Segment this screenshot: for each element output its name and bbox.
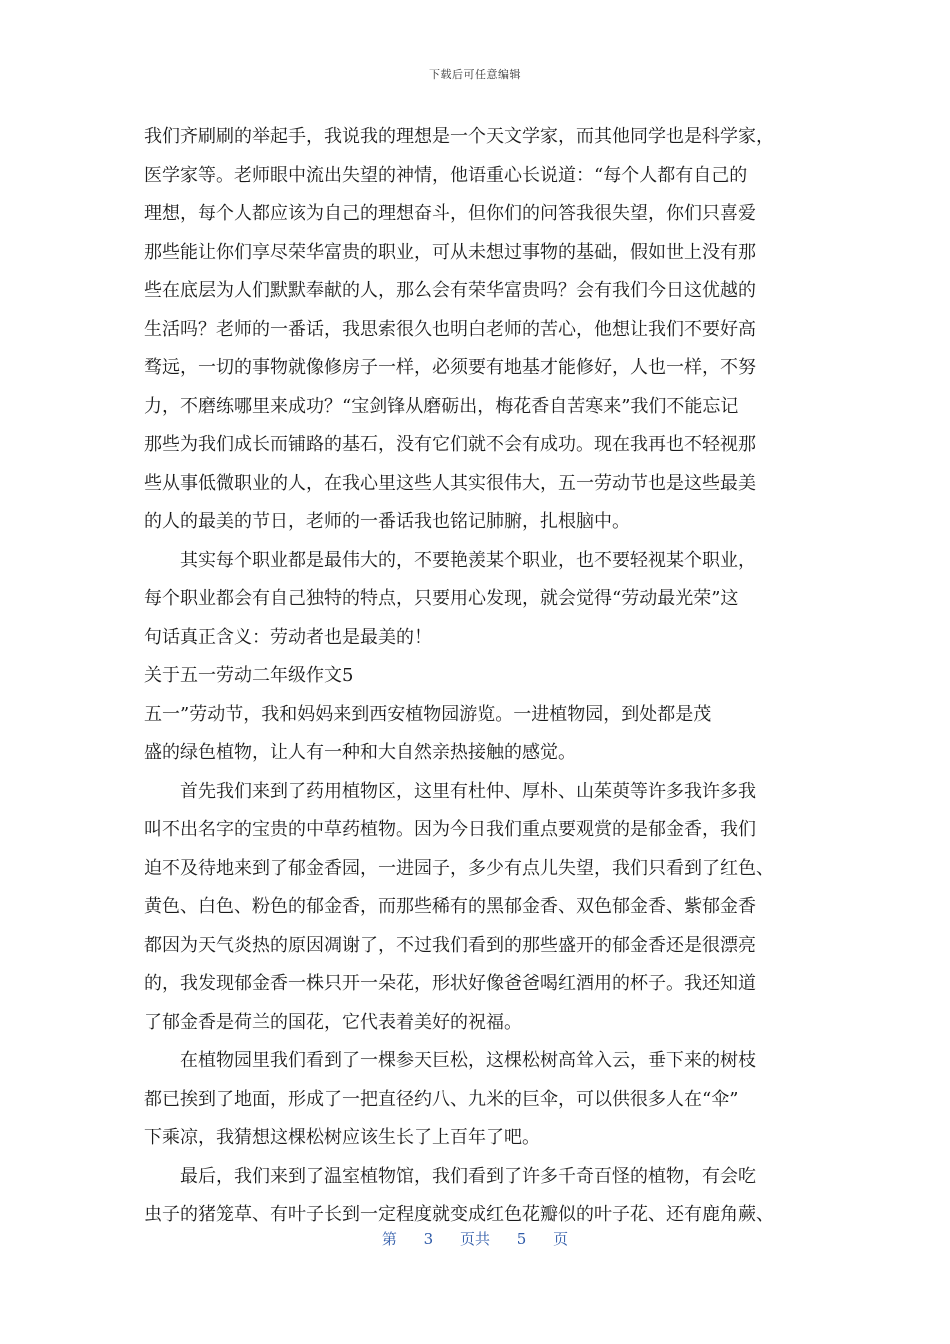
page-footer bbox=[0, 1228, 950, 1249]
text-line: 句话真正含义：劳动者也是最美的！ bbox=[144, 626, 432, 648]
text-line: 虫子的猪笼草、有叶子长到一定程度就变成红色花瓣似的叶子花、还有鹿角蕨、 bbox=[144, 1204, 774, 1225]
text-line: 盛的绿色植物，让人有一种和大自然亲热接触的感觉。 bbox=[144, 742, 576, 763]
text-line: 迫不及待地来到了郁金香园，一进园子，多少有点儿失望，我们只看到了红色、 bbox=[144, 857, 774, 879]
footer-page-number: 3 bbox=[423, 1230, 434, 1248]
text-line: 了郁金香是荷兰的国花，它代表着美好的祝福。 bbox=[144, 1011, 522, 1033]
text-line: 在植物园里我们看到了一棵参天巨松，这棵松树高耸入云，垂下来的树枝 bbox=[180, 1050, 756, 1071]
text-line: 我们齐刷刷的举起手，我说我的理想是一个天文学家，而其他同学也是科学家， bbox=[144, 126, 774, 147]
text-line: 关于五一劳动二年级作文5 bbox=[144, 665, 354, 686]
footer-suffix: 页 bbox=[553, 1230, 569, 1248]
text-line: 骛远，一切的事物就像修房子一样，必须要有地基才能修好，人也一样，不努 bbox=[144, 357, 756, 378]
text-line: 些在底层为人们默默奉献的人，那么会有荣华富贵吗？会有我们今日这优越的 bbox=[144, 280, 756, 301]
text-line: 叫不出名字的宝贵的中草药植物。因为今日我们重点要观赏的是郁金香，我们 bbox=[144, 819, 756, 840]
text-line: 每个职业都会有自己独特的特点，只要用心发现，就会觉得“劳动最光荣”这 bbox=[144, 588, 739, 609]
text-line: 都已挨到了地面，形成了一把直径约八、九米的巨伞，可以供很多人在“伞” bbox=[144, 1088, 739, 1110]
text-line: 那些能让你们享尽荣华富贵的职业，可从未想过事物的基础，假如世上没有那 bbox=[144, 241, 756, 263]
text-line: 医学家等。老师眼中流出失望的神情，他语重心长说道：“每个人都有自己的 bbox=[144, 164, 748, 186]
text-line: 的，我发现郁金香一株只开一朵花，形状好像爸爸喝红酒用的杯子。我还知道 bbox=[144, 973, 756, 994]
footer-middle: 页共 bbox=[459, 1230, 490, 1248]
text-line: 都因为天气炎热的原因凋谢了，不过我们看到的那些盛开的郁金香还是很漂亮 bbox=[144, 934, 756, 956]
text-line: 那些为我们成长而铺路的基石，没有它们就不会有成功。现在我再也不轻视那 bbox=[144, 434, 756, 455]
text-line: 生活吗？老师的一番话，我思索很久也明白老师的苦心，他想让我们不要好高 bbox=[144, 318, 756, 340]
text-line: 些从事低微职业的人，在我心里这些人其实很伟大，五一劳动节也是这些最美 bbox=[144, 472, 756, 494]
document-body bbox=[144, 118, 812, 1235]
text-line: 黄色、白色、粉色的郁金香，而那些稀有的黑郁金香、双色郁金香、紫郁金香 bbox=[144, 896, 756, 917]
footer-prefix: 第 bbox=[381, 1230, 397, 1248]
text-line: 下乘凉，我猜想这棵松树应该生长了上百年了吧。 bbox=[144, 1127, 540, 1148]
footer-total-pages: 5 bbox=[516, 1230, 527, 1248]
text-line: 的人的最美的节日，老师的一番话我也铭记肺腑，扎根脑中。 bbox=[144, 511, 630, 532]
text-line: 五一”劳动节，我和妈妈来到西安植物园游览。一进植物园，到处都是茂 bbox=[144, 703, 712, 725]
text-line: 其实每个职业都是最伟大的，不要艳羡某个职业，也不要轻视某个职业， bbox=[180, 549, 756, 571]
text-line: 理想，每个人都应该为自己的理想奋斗，但你们的问答我很失望，你们只喜爱 bbox=[144, 203, 756, 224]
text-line: 最后，我们来到了温室植物馆，我们看到了许多千奇百怪的植物，有会吃 bbox=[180, 1165, 756, 1187]
text-line: 首先我们来到了药用植物区，这里有杜仲、厚朴、山茱萸等许多我许多我 bbox=[180, 780, 756, 802]
text-line: 力，不磨练哪里来成功？“宝剑锋从磨砺出，梅花香自苦寒来”我们不能忘记 bbox=[144, 395, 739, 417]
page-header: 下载后可任意编辑 bbox=[429, 68, 521, 81]
